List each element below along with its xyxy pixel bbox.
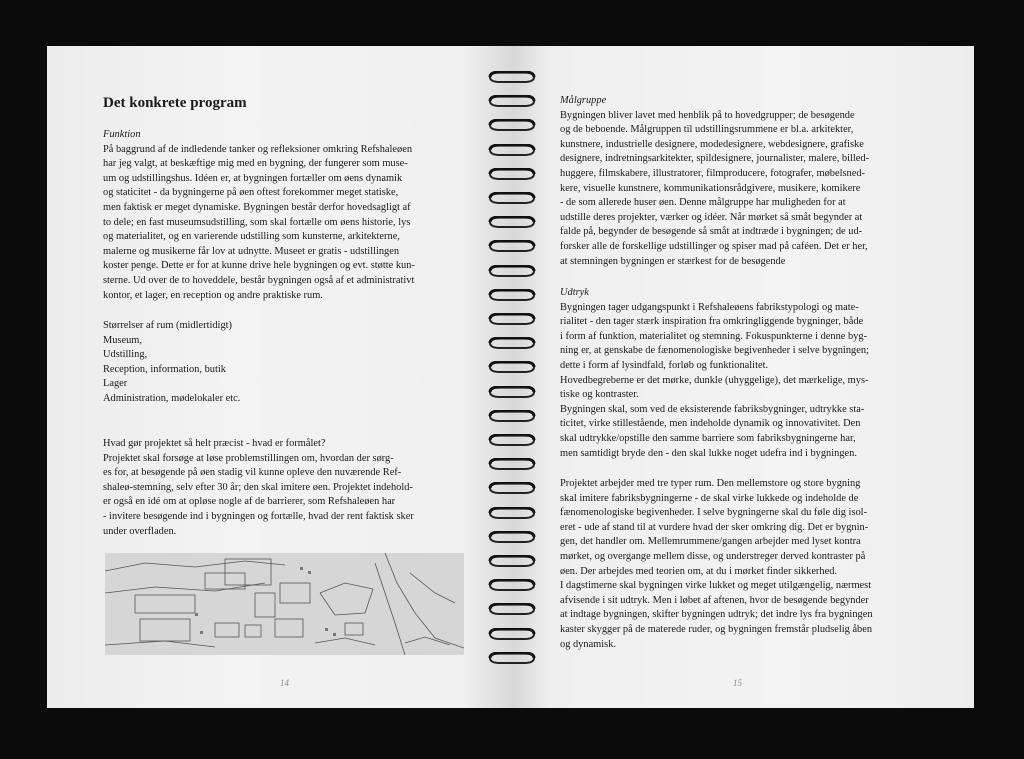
text-line: designere, indretningsarkitekter, spildesignere, journalister, malere, billed- xyxy=(560,153,870,165)
text-line: skal imitere fabriksbygningerne - de skal virke lukkede og indeholde de xyxy=(560,492,859,504)
udtryk-title: Udtryk xyxy=(560,287,589,298)
spiral-coil xyxy=(484,239,540,251)
spiral-coil xyxy=(484,578,540,590)
text-line: i form af funktion, materialitet og stemning. Fokuspunkterne i denne byg- xyxy=(560,330,868,342)
text-line: Bygningen tager udgangspunkt i Refshaleøens fabrikstypologi og mate- xyxy=(560,301,859,313)
spiral-coil xyxy=(484,530,540,542)
spiral-coil xyxy=(484,651,540,663)
funktion-section xyxy=(103,128,463,303)
text-line: men samtidigt bryde den - den skal lukke noget udefra ind i bygningen. xyxy=(560,447,857,459)
text-line: Projektet arbejder med tre typer rum. Den mellemstore og store bygning xyxy=(560,478,861,489)
udtryk-section xyxy=(560,286,928,461)
sizes-section xyxy=(103,319,463,407)
spiral-coil xyxy=(484,433,540,445)
site-map-drawing xyxy=(105,553,464,655)
text-line: at stemningen bygningen er stærkest for de besøgende xyxy=(560,255,786,267)
text-line: Hvad gør projektet så helt præcist - hvad er formålet? xyxy=(103,438,326,449)
left-page xyxy=(47,46,512,708)
spiral-coil xyxy=(484,457,540,469)
text-line: fænomenologiske begivenheder. I selve bygningerne skal du føle dig isol- xyxy=(560,507,868,519)
text-line: Bygningen bliver lavet med henblik på to hovedgrupper; de besøgende xyxy=(560,109,855,121)
text-line: øen. Der arbejdes med teorien om, at du i mørket finder sikkerhed. xyxy=(560,565,837,577)
spiral-coil xyxy=(484,409,540,421)
text-line: sterne. Ud over de to hoveddele, består bygningen også af et administrativt xyxy=(103,274,415,286)
sizes-list xyxy=(103,319,463,407)
right-page xyxy=(512,46,974,708)
text-line: falde på, begynder de besøgende så småt at indtræde i bygningen; de ud- xyxy=(560,226,863,238)
text-line: malerne og musikerne får lov at udnytte. Museet er gratis - udstillingen xyxy=(103,245,400,257)
text-line: shaleø-stemning, selv efter 30 år; den skal imitere øen. Projektet indehold- xyxy=(103,481,413,493)
spiral-coil xyxy=(484,167,540,179)
spiral-coil xyxy=(484,336,540,348)
spiral-coil xyxy=(484,360,540,372)
spiral-coil xyxy=(484,481,540,493)
text-line: huggere, filmskabere, illustratorer, filmproducere, fotografer, møbelsned- xyxy=(560,167,865,179)
spiral-coil xyxy=(484,94,540,106)
text-line: gen, det handler om. Mellemrummene/gangen arbejder med lyset kontra xyxy=(560,536,861,548)
text-line: es for, at besøgende på øen stadig vil kunne opleve den nuværende Ref- xyxy=(103,467,402,479)
text-line: mørket, og overgange mellem disse, og understreger derved kontraster på xyxy=(560,550,866,562)
udtryk-paragraph xyxy=(560,301,928,462)
text-line: Lager xyxy=(103,378,128,390)
text-line: ticitet, virke stillestående, men indeholde dynamik og innovativitet. Den xyxy=(560,418,861,430)
malgruppe-section xyxy=(560,94,928,269)
text-line: Museum, xyxy=(103,334,142,346)
funktion-title: Funktion xyxy=(103,129,141,140)
purpose-paragraph xyxy=(103,437,463,539)
spiral-coil xyxy=(484,264,540,276)
spiral-coil xyxy=(484,506,540,518)
text-line: dette i form af lysindfald, forløb og funktionalitet. xyxy=(560,359,769,371)
page-heading: Det konkrete program xyxy=(103,95,247,111)
funktion-paragraph xyxy=(103,143,463,304)
text-line: - invitere besøgende ind i bygningen og fortælle, hvad der rent faktisk sker xyxy=(103,510,414,522)
text-line: Reception, information, butik xyxy=(103,363,226,375)
page-number-right: 15 xyxy=(733,678,742,688)
text-line: forsker alle de forskellige udstillinger og spiser mad på caféen. Det er her, xyxy=(560,240,868,252)
text-line: to dele; en fast museumsudstilling, som skal fortælle om øens historie, lys xyxy=(103,216,411,228)
text-line: Hovedbegreberne er det mørke, dunkle (uhyggelige), det mærkelige, mys- xyxy=(560,374,869,386)
text-line: rialitet - den tager stærk inspiration fra omkringliggende bygninger, både xyxy=(560,316,864,328)
text-line: afvisende i sit udtryk. Men i løbet af aftenen, hvor de besøgende begynder xyxy=(560,594,869,606)
text-line: kere, visuelle kunstnere, kommunikationsrådgivere, musikere, komikere xyxy=(560,182,861,194)
text-line: og materialitet, og en varierende udstilling som kunsterne, arkitekterne, xyxy=(103,231,400,243)
text-line: Bygningen skal, som ved de eksisterende fabriksbygninger, udtrykke sta- xyxy=(560,403,865,415)
text-line: har jeg valgt, at beskæftige mig med en bygning, der fungerer som muse- xyxy=(103,158,408,170)
rum-section xyxy=(560,477,928,652)
text-line: Projektet skal forsøge at løse problemstillingen om, hvordan der sørg- xyxy=(103,452,394,464)
text-line: kontor, et lager, en reception og andre praktiske rum. xyxy=(103,289,323,301)
text-line: På baggrund af de indledende tanker og refleksioner omkring Refshaleøen xyxy=(103,143,413,155)
text-line: um og udstillingshus. Idéen er, at bygningen fortæller om øens dynamik xyxy=(103,172,403,184)
spiral-coil xyxy=(484,554,540,566)
spiral-coil xyxy=(484,312,540,324)
text-line: under overfladen. xyxy=(103,525,177,537)
spiral-coil xyxy=(484,143,540,155)
text-line: udstille deres projekter, værker og idéer. Når mørket så småt begynder at xyxy=(560,211,863,223)
purpose-section xyxy=(103,437,463,539)
text-line: Størrelser af rum (midlertidigt) xyxy=(103,320,232,331)
text-line: koster penge. Dette er for at kunne drive hele bygningen og evt. støtte kun- xyxy=(103,260,415,272)
text-line: eret - ude af stand til at vurdere hvad der sker omkring dig. Det er bygnin- xyxy=(560,521,869,533)
text-line: og staticitet - da bygningerne på øen oftest forekommer meget statiske, xyxy=(103,187,399,199)
text-line: ning er, at genskabe de fænomenologiske begivenheder i selve bygningen; xyxy=(560,345,869,357)
text-line: - de som allerede huser øen. Denne målgruppe har muligheden for at xyxy=(560,197,846,209)
text-line: I dagstimerne skal bygningen virke lukket og meget utilgængelig, nærmest xyxy=(560,580,872,592)
spiral-coil xyxy=(484,288,540,300)
text-line: skal udtrykke/opstille den samme barriere som fabriksbygningerne har, xyxy=(560,432,856,444)
rum-paragraph xyxy=(560,477,928,652)
text-line: Udstilling, xyxy=(103,349,148,361)
text-line: men faktisk er meget dynamiske. Bygningen består derfor hovedsagligt af xyxy=(103,201,411,213)
text-line: og dynamisk. xyxy=(560,638,616,650)
text-line: kaster skygger på de materede ruder, og bygningen fremstår pludselig åben xyxy=(560,623,873,635)
page-number-left: 14 xyxy=(280,678,289,688)
spiral-coil xyxy=(484,627,540,639)
text-line: kunstnere, industrielle designere, modedesignere, webdesignere, grafiske xyxy=(560,138,864,150)
spiral-coil xyxy=(484,191,540,203)
text-line: Administration, mødelokaler etc. xyxy=(103,392,241,404)
malgruppe-title: Målgruppe xyxy=(560,95,607,106)
spiral-coil xyxy=(484,70,540,82)
site-map-image xyxy=(105,553,464,655)
spiral-coil xyxy=(484,118,540,130)
spiral-coil xyxy=(484,602,540,614)
malgruppe-paragraph xyxy=(560,109,928,270)
text-line: og de beboende. Målgruppen til udstillingsrummene er bl.a. arkitekter, xyxy=(560,124,854,136)
text-line: at indtage bygningen, skifter bygningen udtryk; det indre lys fra bygningen xyxy=(560,609,873,621)
spiral-coil xyxy=(484,215,540,227)
text-line: er også en idé om at opløse nogle af de barrierer, som Refshaleøen har xyxy=(103,496,396,508)
text-line: tiske og kontraster. xyxy=(560,389,639,401)
spiral-coil xyxy=(484,385,540,397)
